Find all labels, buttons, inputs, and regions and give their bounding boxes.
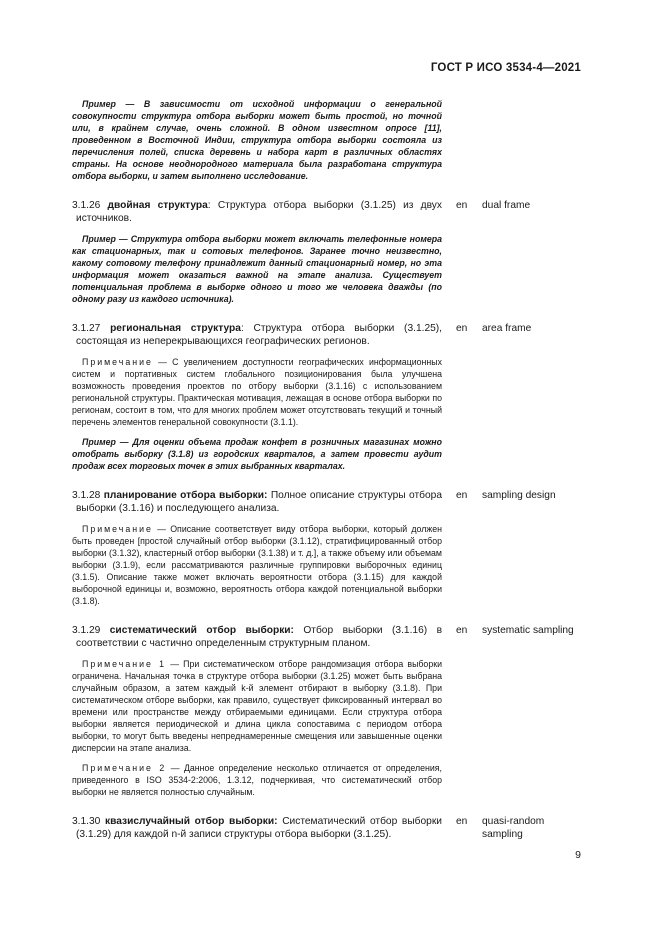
definition-text: : Структура отбора выборки (3.1.25), состоящая из неперекрывающихся географических регионов.: [76, 323, 442, 347]
example-3-1-26: Пример — Структура отбора выборки может включать телефонные номера как стационарных, так и сотовых телефонов. Заранее точно неизвестно, какому сотовому телефону принадлежит данный стационарный номер, но эта информация может оказаться важной на этапе анализа. Существует потенциальная проблема в выборке одного и того же человека дважды (по одному разу из каждого источника).: [72, 234, 442, 304]
english-term: systematic sampling: [482, 625, 574, 636]
definition-text: Отбор выборки (3.1.16) в соответствии с частично определенным структурным планом.: [76, 625, 442, 649]
english-term: dual frame: [482, 200, 531, 211]
page-number: 9: [575, 849, 581, 861]
standard-header: ГОСТ Р ИСО 3534-4—2021: [430, 62, 581, 74]
term-entry-3-1-27: [72, 322, 592, 348]
definition-text: : Структура отбора выборки (3.1.25) из двух источников.: [76, 200, 442, 224]
term-number: 3.1.29: [72, 625, 101, 636]
term-number: 3.1.26: [72, 200, 101, 211]
term-name: квазислучайный отбор выборки:: [105, 816, 278, 827]
term-number: 3.1.27: [72, 323, 101, 334]
term-name: региональная структура: [110, 323, 241, 334]
lang-code: en: [456, 625, 468, 636]
note-text: — При систематическом отборе рандомизация отбора выборки ограничена. Начальная точка в структуре отбора выборки (3.1.25) может быть выбрана случайным образом, а затем каждый k-й элемент отбирают в выборку (3.1.8). При систематическом отборе выборки, как правило, существует фиксированный интервал во времени или пространстве между отбираемыми единицами. Если структура отбора выборки является периодической и длина цикла сопоставима с периодом отбора выборки, то могут быть введены непреднамеренные смещения или завышенные оценки дисперсии на этапе анализа.: [72, 659, 442, 753]
note-label: Примечание 1: [82, 659, 166, 669]
note-text: — С увеличением доступности географических информационных систем и портативных систем глобального позиционирования была улучшена возможность проведения проектов по отбору выборки (3.1.16) с использованием региональной структуры. Практическая мотивация, лежащая в основе отбора выборки по регионам, состоит в том, что для многих проблем может отсутствовать текущий и точный перечень элементов генеральной совокупности (3.1.1).: [72, 357, 442, 427]
term-name: двойная структура: [107, 200, 208, 211]
term-definition: [72, 624, 442, 650]
note-label: Примечание: [82, 357, 153, 367]
term-entry-3-1-28: [72, 489, 592, 515]
lang-code: en: [456, 200, 468, 211]
term-name: систематический отбор выборки:: [109, 625, 294, 636]
term-definition: [72, 489, 442, 515]
term-number: 3.1.28: [72, 490, 101, 501]
term-entry-3-1-29: [72, 624, 592, 650]
term-number: 3.1.30: [72, 816, 101, 827]
term-entry-3-1-30: [72, 815, 592, 841]
note-text: — Описание соответствует виду отбора выборки, который должен быть проведен [простой случайный отбор выборки (3.1.12), стратифицированный отбор выборки (3.1.32), кластерный отбор выборки (3.1.38) и т. д.], а также объему или объемам выборки (3.1.9), если рассматриваются различные группировки выборочных единиц (3.1.5). Описание также может включать вероятности отбора (3.1.15) для каждой выборочной единицы и, возможно, вероятность отбора каждой потенциальной выборки (3.1.8).: [72, 524, 442, 606]
english-term: quasi-random sampling: [482, 816, 545, 840]
term-definition: [72, 322, 442, 348]
note1-3-1-29: [72, 658, 442, 754]
definition-text: Полное описание структуры отбора выборки (3.1.16) и последующего анализа.: [76, 490, 442, 514]
term-definition: [72, 815, 442, 841]
english-term: area frame: [482, 323, 532, 334]
note-text: — Данное определение несколько отличается от определения, приведенного в ISO 3534-2:2006, 1.3.12, подчеркивая, что систематический отбор выборки не является полностью случайным.: [72, 763, 442, 797]
note-3-1-28: [72, 523, 442, 607]
term-name: планирование отбора выборки:: [103, 490, 268, 501]
lang-code: en: [456, 323, 468, 334]
definition-text: Систематический отбор выборки (3.1.29) для каждой n-й записи структуры отбора выборки (3.1.25).: [76, 816, 442, 840]
lang-code: en: [456, 490, 468, 501]
lang-code: en: [456, 816, 468, 827]
example-3-1-27: Пример — Для оценки объема продаж конфет в розничных магазинах можно отобрать выборку (3.1.8) из городских кварталов, а затем провести аудит продаж всех торговых точек в этих выбранных кварталах.: [72, 437, 442, 471]
note2-3-1-29: [72, 762, 442, 798]
note-label: Примечание: [82, 524, 153, 534]
note-3-1-27: [72, 356, 442, 428]
document-body: [72, 98, 592, 841]
note-label: Примечание 2: [82, 763, 167, 773]
term-entry-3-1-26: [72, 199, 592, 225]
intro-example: Пример — В зависимости от исходной информации о генеральной совокупности структура отбора выборки может быть простой, но точной или, в крайнем случае, очень сложной. В одном известном опросе [11], проведенном в Восточной Индии, структура отбора выборки состояла из перечисления полей, списка деревень и набора карт в различных областях страны. На основе неоднородного материала была разработана структура отбора выборки, и затем выполнено исследование.: [72, 99, 442, 181]
english-term: sampling design: [482, 490, 556, 501]
term-definition: [72, 199, 442, 225]
